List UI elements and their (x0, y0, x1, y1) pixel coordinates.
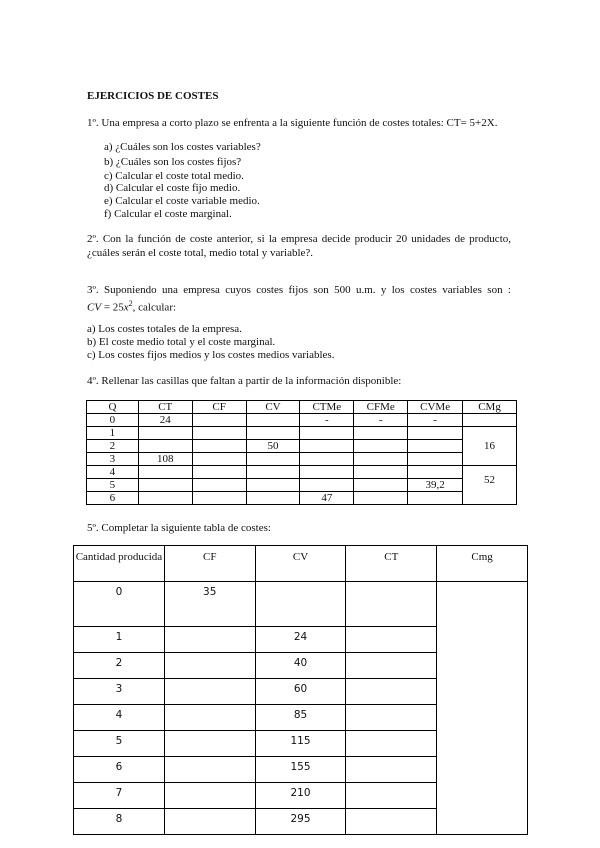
cell-quantity: 3 (74, 679, 165, 705)
cell-ct (346, 783, 437, 809)
cell (354, 466, 408, 479)
cell-cmg-2: 52 (463, 466, 517, 505)
cell-cv (255, 582, 346, 627)
table-row (87, 440, 517, 453)
cell (408, 453, 463, 466)
exercise-3-item-a: a) Los costes totales de la empresa. (87, 323, 242, 335)
exercise-4-statement: 4º. Rellenar las casillas que faltan a partir de la información disponible: (87, 375, 402, 387)
cell-quantity: 7 (74, 783, 165, 809)
cell (192, 479, 246, 492)
header-cv: CV (255, 546, 346, 582)
header-cvme: CVMe (408, 401, 463, 414)
cell-quantity: 5 (74, 731, 165, 757)
cell-quantity: 1 (74, 627, 165, 653)
cell-ct (346, 809, 437, 835)
cell (192, 427, 246, 440)
cell-cv: 60 (255, 679, 346, 705)
header-ct: CT (346, 546, 437, 582)
cell: 108 (138, 453, 192, 466)
cell (138, 440, 192, 453)
cell (354, 453, 408, 466)
header-cv: CV (246, 401, 300, 414)
cell-quantity: 2 (74, 653, 165, 679)
cell-cf (164, 757, 255, 783)
cell-ct (346, 653, 437, 679)
cell (246, 414, 300, 427)
table-row (87, 453, 517, 466)
cell-cmg-column (437, 582, 528, 835)
cell (246, 427, 300, 440)
cell (408, 427, 463, 440)
cell-cf (164, 809, 255, 835)
cell (300, 479, 354, 492)
exercise-2-line-2: ¿cuáles serán el coste total, medio total y variable?. (87, 247, 314, 259)
header-q: Q (87, 401, 139, 414)
page-title: EJERCICIOS DE COSTES (87, 90, 219, 102)
exercise-3-line-1: 3º. Suponiendo una empresa cuyos costes fijos son 500 u.m. y los costes variables son : (87, 284, 511, 296)
cell (354, 440, 408, 453)
exercise-5-statement: 5º. Completar la siguiente tabla de costes: (87, 522, 271, 534)
header-cmg: CMg (463, 401, 517, 414)
cell (300, 427, 354, 440)
cell (192, 492, 246, 505)
table-row (87, 427, 517, 440)
exercise-1-item-f: f) Calcular el coste marginal. (104, 208, 232, 220)
cell-quantity: 0 (74, 582, 165, 627)
formula-equals: = 25 (101, 301, 124, 314)
cell: 50 (246, 440, 300, 453)
header-ct: CT (138, 401, 192, 414)
cell (354, 479, 408, 492)
cell-cmg-1: 16 (463, 427, 517, 466)
cost-table-exercise-4 (86, 400, 517, 505)
cell-cmg-empty (463, 414, 517, 427)
cell: 6 (87, 492, 139, 505)
header-cfme: CFMe (354, 401, 408, 414)
cell-cv: 295 (255, 809, 346, 835)
cell-cf (164, 731, 255, 757)
cell-cv: 40 (255, 653, 346, 679)
exercise-1-item-b: b) ¿Cuáles son los costes fijos? (104, 156, 242, 168)
cell: 1 (87, 427, 139, 440)
cell (246, 453, 300, 466)
exercise-3-line-2-suffix: , calcular: (132, 301, 177, 314)
table-header-row (74, 546, 528, 582)
header-cf: CF (192, 401, 246, 414)
table-row (87, 492, 517, 505)
formula-cv: CV (87, 301, 102, 314)
cell: 5 (87, 479, 139, 492)
cell: 3 (87, 453, 139, 466)
cell (408, 492, 463, 505)
cell (138, 492, 192, 505)
header-cf: CF (164, 546, 255, 582)
cell-cf (164, 783, 255, 809)
cell-ct (346, 679, 437, 705)
exercise-3-item-b: b) El coste medio total y el coste marginal. (87, 336, 276, 348)
exercise-1-statement: 1º. Una empresa a corto plazo se enfrenta a la siguiente función de costes totales: CT= 5+2X. (87, 117, 498, 129)
cell (138, 466, 192, 479)
cell (138, 479, 192, 492)
exercise-1-item-e: e) Calcular el coste variable medio. (104, 195, 260, 207)
exercise-2-line-1: 2º. Con la función de coste anterior, si la empresa decide producir 20 unidades de producto, (87, 233, 511, 245)
cell-ct (346, 627, 437, 653)
cell: 2 (87, 440, 139, 453)
cell: - (408, 414, 463, 427)
cell: 47 (300, 492, 354, 505)
cell-cv: 115 (255, 731, 346, 757)
header-cantidad-producida: Cantidad producida (74, 546, 165, 582)
cell (246, 492, 300, 505)
cost-table-exercise-5 (73, 545, 528, 835)
exercise-1-item-c: c) Calcular el coste total medio. (104, 170, 244, 182)
formula-variable: x (123, 301, 129, 314)
cell (408, 440, 463, 453)
table-row (87, 466, 517, 479)
table-row (87, 414, 517, 427)
cell (300, 440, 354, 453)
cell-cv: 24 (255, 627, 346, 653)
cell-cf (164, 627, 255, 653)
cell: - (354, 414, 408, 427)
cell-quantity: 6 (74, 757, 165, 783)
cell-cf (164, 705, 255, 731)
cell (408, 466, 463, 479)
cell (300, 466, 354, 479)
table-header-row (87, 401, 517, 414)
cell (246, 466, 300, 479)
cell-ct (346, 757, 437, 783)
header-ctme: CTMe (300, 401, 354, 414)
exercise-1-item-d: d) Calcular el coste fijo medio. (104, 182, 241, 194)
cell-cf: 35 (164, 582, 255, 627)
cell (138, 427, 192, 440)
cell-quantity: 4 (74, 705, 165, 731)
cell: 0 (87, 414, 139, 427)
cell-ct (346, 582, 437, 627)
cell-ct (346, 705, 437, 731)
cell (192, 414, 246, 427)
cell: 24 (138, 414, 192, 427)
cell-cf (164, 679, 255, 705)
cell-cv: 85 (255, 705, 346, 731)
cell (246, 479, 300, 492)
exercise-1-item-a: a) ¿Cuáles son los costes variables? (104, 141, 261, 153)
cell (354, 427, 408, 440)
formula-exponent: 2 (128, 299, 133, 308)
cell-cv: 210 (255, 783, 346, 809)
cell-quantity: 8 (74, 809, 165, 835)
exercise-3-formula-line (87, 299, 176, 314)
cell-cf (164, 653, 255, 679)
table-row (74, 582, 528, 627)
cell-ct (346, 731, 437, 757)
cell (192, 440, 246, 453)
exercise-3-item-c: c) Los costes fijos medios y los costes medios variables. (87, 349, 335, 361)
cell: 4 (87, 466, 139, 479)
cell-cv: 155 (255, 757, 346, 783)
cell (354, 492, 408, 505)
cell (192, 466, 246, 479)
table-row (87, 479, 517, 492)
header-cmg: Cmg (437, 546, 528, 582)
cell (192, 453, 246, 466)
cell: 39,2 (408, 479, 463, 492)
cell (300, 453, 354, 466)
cell: - (300, 414, 354, 427)
